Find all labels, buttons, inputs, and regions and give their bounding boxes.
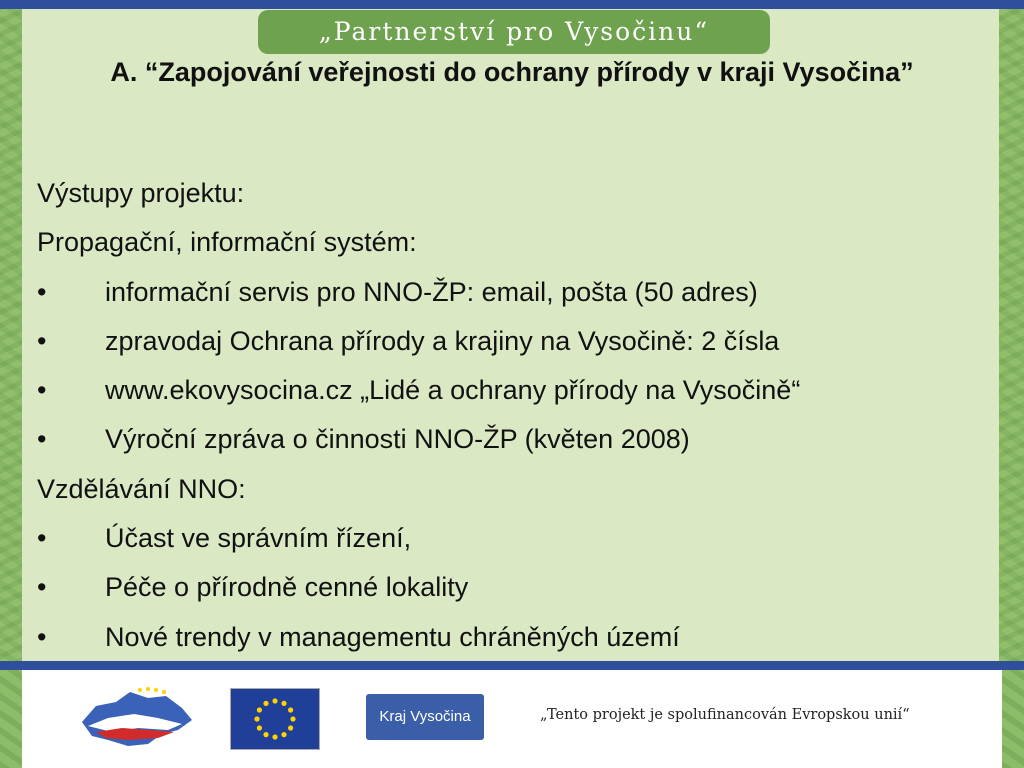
bullet-item bbox=[37, 268, 997, 317]
bullet-item bbox=[37, 514, 997, 563]
section-heading bbox=[37, 218, 997, 267]
section-heading bbox=[37, 465, 997, 514]
line-text: Výstupy projektu: bbox=[37, 178, 245, 208]
slide-content bbox=[37, 169, 997, 662]
top-blue-bar bbox=[0, 0, 1024, 9]
bullet-marker: • bbox=[37, 325, 47, 356]
partnership-banner: „Partnerství pro Vysočinu“ bbox=[258, 10, 770, 54]
eu-cofinancing-text: „Tento projekt je spolufinancován Evropskou unií“ bbox=[540, 707, 910, 723]
line-text: Propagační, informační systém: bbox=[37, 227, 417, 258]
czech-map-logo-icon bbox=[78, 684, 196, 754]
bullet-marker: • bbox=[37, 523, 47, 554]
footer bbox=[0, 670, 1024, 768]
bullet-marker: • bbox=[37, 276, 47, 307]
bullet-marker: • bbox=[37, 572, 47, 603]
bullet-item bbox=[37, 415, 997, 464]
line-text: www.ekovysocina.cz „Lidé a ochrany přírody na Vysočině“ bbox=[105, 375, 801, 406]
bullet-item bbox=[37, 563, 997, 612]
section-heading bbox=[37, 169, 997, 218]
bullet-marker: • bbox=[37, 621, 47, 652]
bullet-item bbox=[37, 613, 997, 662]
footer-edge-right bbox=[1002, 670, 1024, 768]
line-text: informační servis pro NNO-ŽP: email, pošta (50 adres) bbox=[105, 276, 758, 307]
line-text: Péče o přírodně cenné lokality bbox=[105, 572, 469, 603]
bullet-marker: • bbox=[37, 424, 47, 455]
slide-title: A. “Zapojování veřejnosti do ochrany přírody v kraji Vysočina” bbox=[110, 57, 914, 87]
line-text: Vzdělávání NNO: bbox=[37, 473, 246, 504]
line-text: zpravodaj Ochrana přírody a krajiny na Vysočině: 2 čísla bbox=[105, 325, 780, 356]
bullet-item bbox=[37, 317, 997, 366]
line-text: Nové trendy v managementu chráněných území bbox=[105, 621, 680, 652]
footer-edge-left bbox=[0, 670, 22, 768]
eu-flag-icon bbox=[230, 688, 320, 750]
kraj-vysocina-logo-icon: Kraj Vysočina bbox=[366, 694, 484, 740]
bullet-item bbox=[37, 366, 997, 415]
bullet-marker: • bbox=[37, 375, 47, 406]
bottom-blue-bar bbox=[0, 661, 1024, 670]
line-text: Účast ve správním řízení, bbox=[105, 523, 412, 554]
line-text: Výroční zpráva o činnosti NNO-ŽP (květen 2008) bbox=[105, 424, 690, 455]
